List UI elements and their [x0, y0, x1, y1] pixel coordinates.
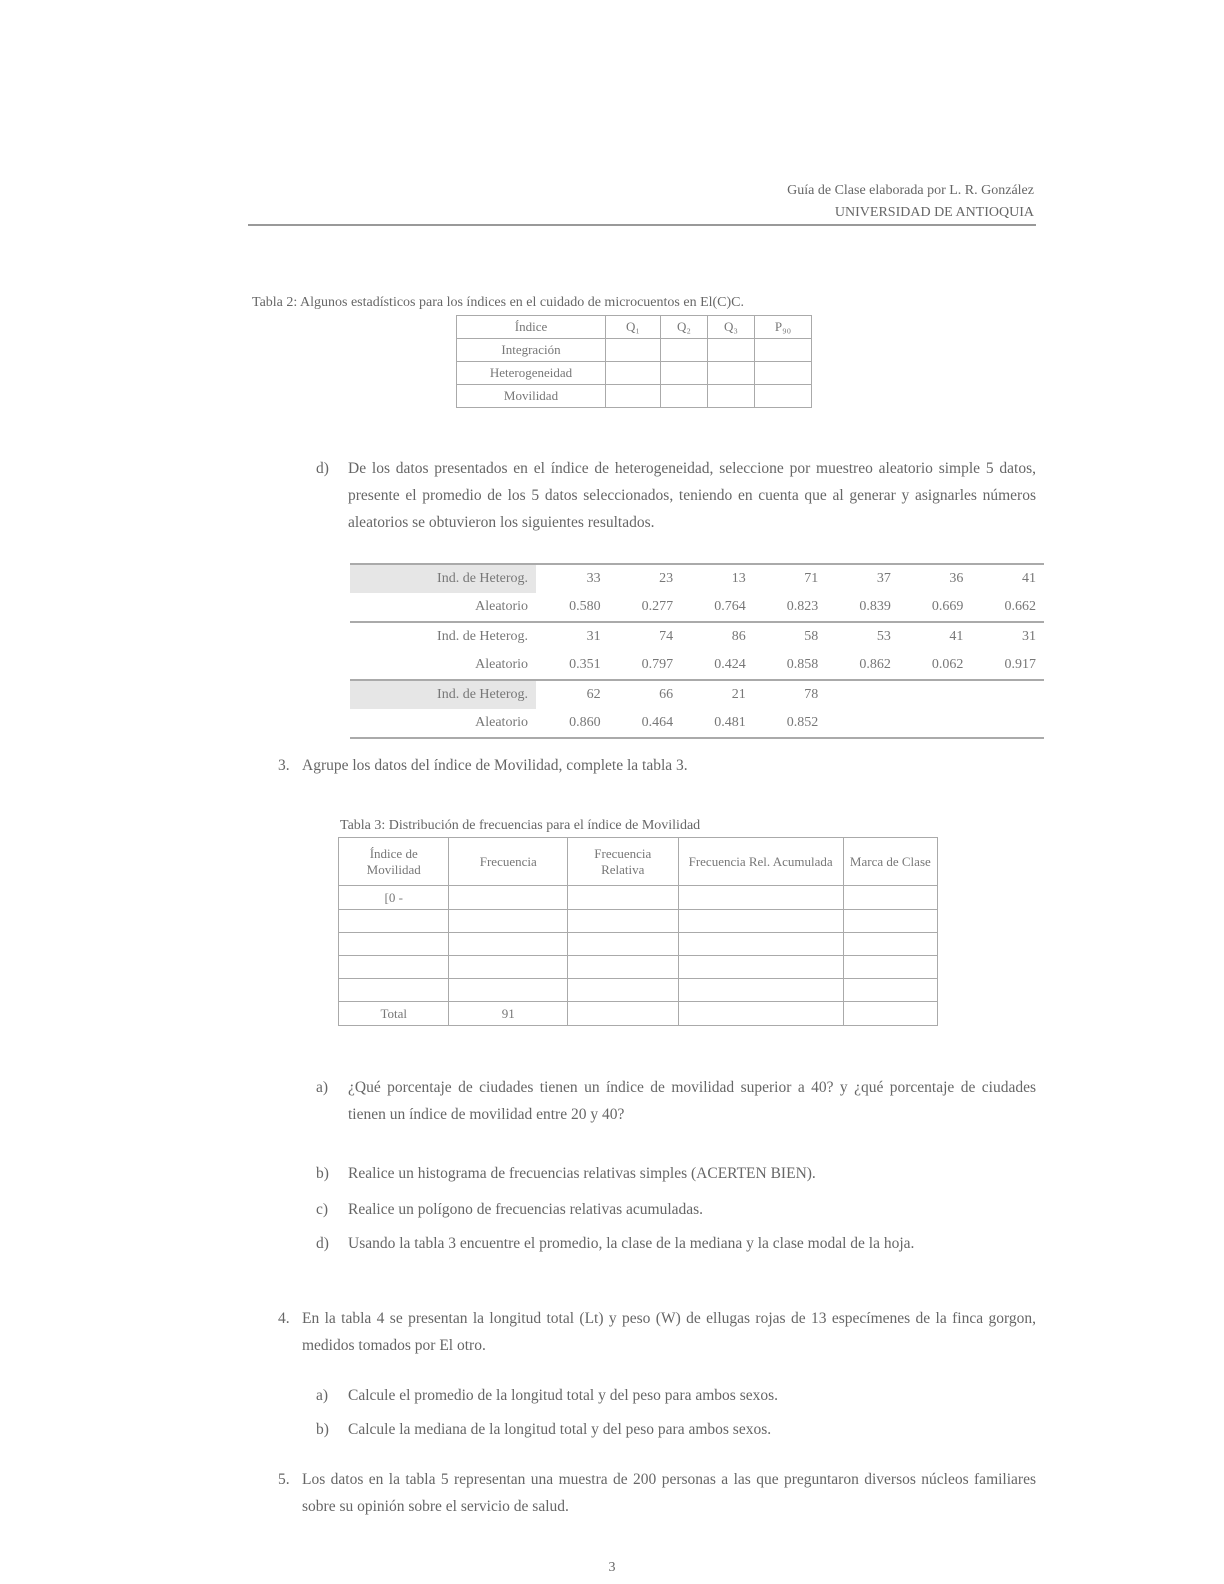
table-header-cell: Marca de Clase: [843, 838, 937, 886]
table-row: [339, 910, 938, 933]
table-cell: [661, 385, 708, 408]
item-4-number: 4.: [278, 1310, 290, 1327]
table-cell: 0.839: [859, 599, 891, 614]
table-row: [350, 622, 1044, 651]
table-cell: [678, 933, 843, 956]
table-cell: [899, 709, 972, 738]
table-cell: [755, 339, 812, 362]
table-cell: 37: [826, 564, 899, 593]
table-cell: [449, 979, 568, 1002]
table-header-cell: Frecuencia Rel. Acumulada: [678, 838, 843, 886]
table-row: [457, 339, 812, 362]
table-cell: [339, 979, 449, 1002]
table-row: [457, 385, 812, 408]
table-cell: 53: [826, 622, 899, 651]
table-cell: [339, 910, 449, 933]
table-cell: 0.662: [1004, 599, 1036, 614]
row-label-heterog: Ind. de Heterog.: [350, 622, 536, 651]
table-cell: 0.823: [786, 599, 819, 614]
row-label-heterog: Ind. de Heterog.: [350, 564, 536, 593]
table-cell: 41: [899, 622, 972, 651]
table-cell: 0.797: [641, 657, 674, 672]
table-cell: [0 -: [339, 886, 449, 910]
table-cell: 0.062: [931, 657, 964, 672]
table-cell: 0.764: [714, 599, 746, 614]
sub4-a-text: Calcule el promedio de la longitud total y del peso para ambos sexos.: [348, 1387, 779, 1404]
item-4-text: En la tabla 4 se presentan la longitud total (Lt) y peso (W) de ellugas rojas de 13 especímenes de la finca gorgon, medidos tomados por El otro.: [302, 1310, 1036, 1354]
table-cell: [606, 385, 661, 408]
table-cell: [678, 1002, 843, 1026]
table-cell: 33: [536, 564, 609, 593]
table-cell: 0.860: [536, 709, 609, 738]
table-cell: 74: [609, 622, 682, 651]
table-cell: [568, 933, 678, 956]
table-header-cell: P₉₀: [755, 316, 812, 339]
table-cell: 36: [899, 564, 972, 593]
total-label: Total: [339, 1002, 449, 1026]
table-header-cell: Índice: [457, 316, 606, 339]
sub3-b-label: b): [316, 1165, 329, 1182]
item-5-text: Los datos en la tabla 5 representan una muestra de 200 personas a las que preguntaron diversos núcleos familiares sobre su opinión sobre el servicio de salud.: [302, 1471, 1036, 1515]
table-row: [339, 886, 938, 910]
sub3-a-label: a): [316, 1079, 329, 1096]
table-cell: 41: [971, 564, 1044, 593]
table-header-row: [339, 838, 938, 886]
table-cell: [826, 680, 899, 709]
table-cell: 66: [609, 680, 682, 709]
table-row: [350, 709, 1044, 738]
table-row: [339, 956, 938, 979]
table-cell: 78: [754, 680, 827, 709]
table-row: [350, 651, 1044, 680]
table-cell: 0.858: [786, 657, 819, 672]
table-cell: [971, 680, 1044, 709]
table-header-cell: Q₃: [708, 316, 755, 339]
table2: [456, 315, 812, 408]
table-header-cell: Q₂: [661, 316, 708, 339]
table-cell: [449, 886, 568, 910]
table-header-row: [457, 316, 812, 339]
sub3-d-text: Usando la tabla 3 encuentre el promedio, la clase de la mediana y la clase modal de la hoja.: [348, 1235, 915, 1252]
table-cell: [661, 362, 708, 385]
table-cell: [843, 1002, 937, 1026]
table-cell: 31: [971, 622, 1044, 651]
table-cell: 0.580: [569, 599, 601, 614]
table-cell: [843, 886, 937, 910]
sub3-d-label: d): [316, 1235, 329, 1252]
table-row-label: Movilidad: [457, 385, 606, 408]
table-cell: 58: [754, 622, 827, 651]
table-cell: 23: [609, 564, 682, 593]
total-value: 91: [449, 1002, 568, 1026]
table-cell: [755, 362, 812, 385]
table-cell: [899, 680, 972, 709]
table-header-cell: Frecuencia: [449, 838, 568, 886]
header-institution: UNIVERSIDAD DE ANTIOQUIA: [834, 205, 1034, 220]
table-total-row: [339, 1002, 938, 1026]
table-cell: [606, 339, 661, 362]
table-cell: [826, 709, 899, 738]
table-cell: [568, 1002, 678, 1026]
row-label-aleatorio: Aleatorio: [475, 599, 528, 614]
table-cell: [678, 956, 843, 979]
table-cell: 0.277: [641, 599, 674, 614]
table-row: [339, 933, 938, 956]
table-cell: [843, 979, 937, 1002]
table-header-cell: Índice de Movilidad: [339, 838, 449, 886]
table-cell: [843, 956, 937, 979]
item-d-text: De los datos presentados en el índice de heterogeneidad, seleccione por muestreo aleatorio simple 5 datos, presente el promedio de los 5 datos seleccionados, teniendo en cuenta que al generar y asignarles números aleatorios se obtuvieron los siguientes resultados.: [348, 460, 1036, 531]
table-cell: [606, 362, 661, 385]
table-cell: [449, 910, 568, 933]
table-row: [339, 979, 938, 1002]
table-cell: [678, 886, 843, 910]
table-cell: [708, 385, 755, 408]
table-cell: [661, 339, 708, 362]
table-cell: 71: [754, 564, 827, 593]
table-cell: 0.852: [754, 709, 827, 738]
table-cell: [678, 979, 843, 1002]
table-cell: [339, 933, 449, 956]
page-number: 3: [608, 1560, 616, 1575]
table-cell: [971, 709, 1044, 738]
table-row: [350, 564, 1044, 593]
table-cell: [568, 886, 678, 910]
table-cell: [568, 979, 678, 1002]
sub3-c-label: c): [316, 1201, 329, 1218]
table-cell: 0.669: [931, 599, 964, 614]
random-sample-table: [350, 563, 1044, 739]
header-rule: [248, 224, 1036, 226]
sub4-b-text: Calcule la mediana de la longitud total y del peso para ambos sexos.: [348, 1421, 772, 1438]
table-cell: 86: [681, 622, 754, 651]
sub4-a-label: a): [316, 1387, 329, 1404]
table-row: [350, 680, 1044, 709]
table-cell: [568, 910, 678, 933]
table-cell: [755, 385, 812, 408]
table-cell: 62: [536, 680, 609, 709]
row-label-heterog: Ind. de Heterog.: [350, 680, 536, 709]
table-cell: 21: [681, 680, 754, 709]
header-author: Guía de Clase elaborada por L. R. González: [787, 183, 1034, 198]
table-cell: [843, 910, 937, 933]
sub3-c-text: Realice un polígono de frecuencias relativas acumuladas.: [348, 1201, 704, 1218]
table-cell: 31: [536, 622, 609, 651]
table-header-cell: Q₁: [606, 316, 661, 339]
item-3-number: 3.: [278, 757, 290, 774]
table-cell: 0.464: [609, 709, 682, 738]
item-3-text: Agrupe los datos del índice de Movilidad, complete la tabla 3.: [302, 757, 688, 774]
table-cell: 0.424: [714, 657, 746, 672]
table3-caption: Tabla 3: Distribución de frecuencias para el índice de Movilidad: [340, 818, 701, 833]
table-cell: [843, 933, 937, 956]
sub4-b-label: b): [316, 1421, 329, 1438]
table2-caption: Tabla 2: Algunos estadísticos para los índices en el cuidado de microcuentos en El(C)C.: [252, 295, 745, 310]
table-row: [457, 362, 812, 385]
row-label-aleatorio: Aleatorio: [475, 657, 528, 672]
table-cell: 13: [681, 564, 754, 593]
table-cell: 0.862: [859, 657, 891, 672]
table-cell: [568, 956, 678, 979]
sub3-b-text: Realice un histograma de frecuencias relativas simples (ACERTEN BIEN).: [348, 1165, 816, 1182]
table-cell: 0.351: [569, 657, 601, 672]
table-row-label: Integración: [457, 339, 606, 362]
table-cell: [449, 933, 568, 956]
item-5-number: 5.: [278, 1471, 290, 1488]
table-cell: [339, 956, 449, 979]
table-cell: [708, 339, 755, 362]
table-row-label: Heterogeneidad: [457, 362, 606, 385]
sub3-a-text: ¿Qué porcentaje de ciudades tienen un índice de movilidad superior a 40? y ¿qué porcentaje de ciudades tienen un índice de movilidad entre 20 y 40?: [348, 1079, 1036, 1123]
table3: [338, 837, 938, 1026]
table-cell: [678, 910, 843, 933]
row-label-aleatorio: Aleatorio: [350, 709, 536, 738]
table-cell: [449, 956, 568, 979]
table-cell: 0.917: [1004, 657, 1036, 672]
table-cell: [708, 362, 755, 385]
table-cell: 0.481: [681, 709, 754, 738]
table-header-cell: Frecuencia Relativa: [568, 838, 678, 886]
item-d-label: d): [316, 460, 329, 477]
table-row: [350, 593, 1044, 622]
